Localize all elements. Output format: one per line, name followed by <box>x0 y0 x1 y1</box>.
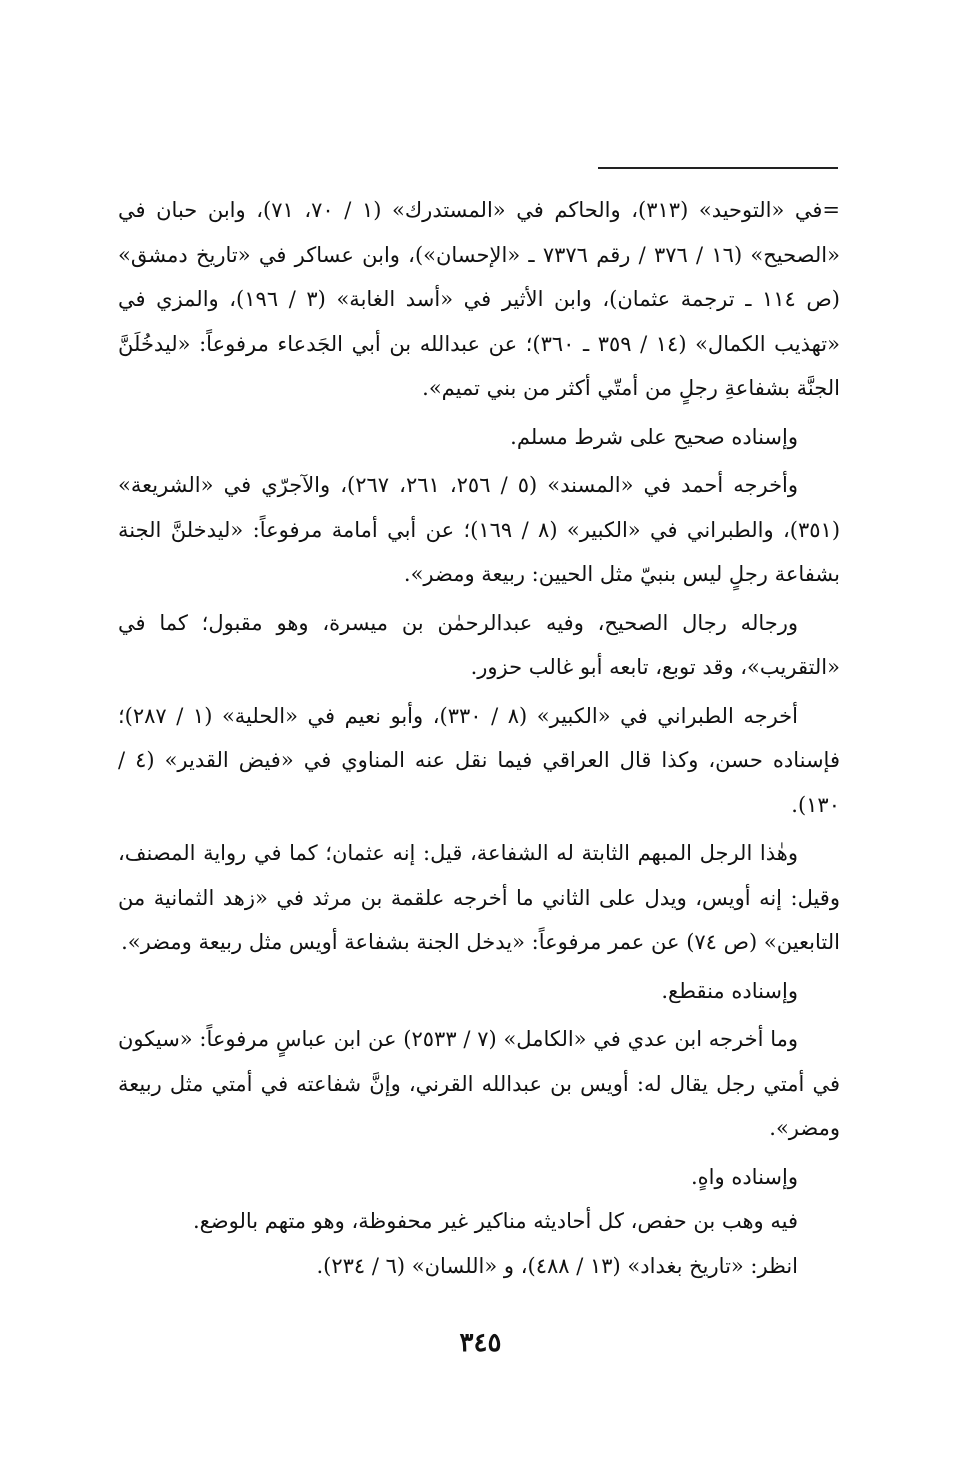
paragraph-9: وإسناده واهٍ. <box>691 1164 798 1189</box>
paragraph-6: وهٰذا الرجل المبهم الثابتة له الشفاعة، قيل: إنه عثمان؛ كما في رواية المصنف، وقيل: إنه أويس، ويدل على الثاني ما أخرجه علقمة بن مرثد في «زهد الثمانية من التابعين» (ص ٧٤) عن عمر مرفوعاً: «يدخل الجنة بشفاعة أويس مثل ربيعة ومضر». <box>118 841 840 954</box>
paragraph-10: فيه وهب بن حفص، كل أحاديثه مناكير غير محفوظة، وهو متهم بالوضع. <box>192 1209 798 1233</box>
paragraph-8: وما أخرجه ابن عدي في «الكامل» (٧ / ٢٥٣٣) عن ابن عباسٍ مرفوعاً: «سيكون في أمتي رجل يقال له: أويس بن عبدالله القرني، وإنَّ شفاعته في أمتي مثل ربيعة ومضر». <box>118 1027 840 1140</box>
paragraph-4: ورجاله رجال الصحيح، وفيه عبدالرحمٰن بن ميسرة، وهو مقبول؛ كما في «التقريب»، وقد توبع، تابعه أبو غالب حزور. <box>118 610 840 679</box>
paragraph-3: وأخرجه أحمد في «المسند» (٥ / ٢٥٦، ٢٦١، ٢٦٧)، والآجرّي في «الشريعة» (٣٥١)، والطبراني في «الكبير» (٨ / ١٦٩)؛ عن أبي أمامة مرفوعاً: «ليدخلنَّ الجنة بشفاعة رجلٍ ليس بنبيّ مثل الحيين: ربيعة ومضر». <box>118 473 841 586</box>
paragraph-7: وإسناده منقطع. <box>661 978 798 1003</box>
paragraph-1: =في «التوحيد» (٣١٣)، والحاكم في «المستدرك» (١ / ٧٠، ٧١)، وابن حبان في «الصحيح» (١٦ / ٣٧٦ / رقم ٧٣٧٦ ـ «الإحسان»)، وابن عساكر في «تاريخ دمشق» (ص ١١٤ ـ ترجمة عثمان)، وابن الأثير في «أسد الغابة» (٣ / ١٩٦)، والمزي في «تهذيب الكمال» (١٤ / ٣٥٩ ـ ٣٦٠)؛ عن عبدالله بن أبي الجَدعاء مرفوعاً: «ليدخُلَنَّ الجنَّة بشفاعةِ رجلٍ من أمتّي أكثر من بني تميم». <box>118 198 841 400</box>
paragraph-2: وإسناده صحيح على شرط مسلم. <box>510 424 798 449</box>
footnote-text <box>118 188 840 1288</box>
footnote-separator-line <box>598 167 838 169</box>
paragraph-11: انظر: «تاريخ بغداد» (١٣ / ٤٨٨)، و «اللسان» (٦ / ٢٣٤). <box>316 1253 798 1278</box>
paragraph-5: أخرجه الطبراني في «الكبير» (٨ / ٣٣٠)، وأبو نعيم في «الحلية» (١ / ٢٨٧)؛ فإسناده حسن، وكذا قال العراقي فيما نقل عنه المناوي في «فيض القدير» (٤ / ١٣٠). <box>118 703 840 817</box>
page-number: ٣٤٥ <box>459 1328 502 1358</box>
